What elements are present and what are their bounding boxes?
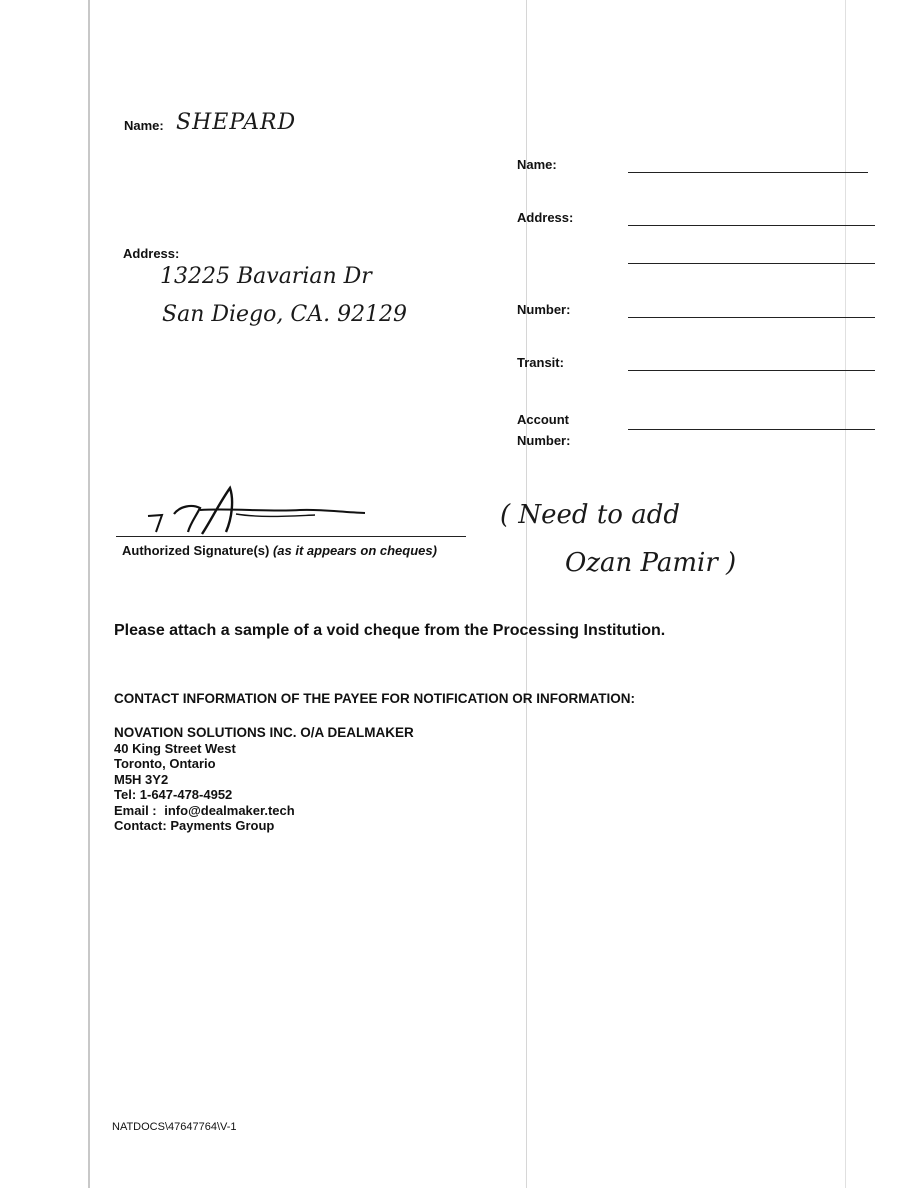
scan-line-right — [845, 0, 846, 1188]
right-number-label: Number: — [517, 302, 571, 317]
right-account-line — [628, 429, 875, 430]
contact-city: Toronto, Ontario — [114, 756, 216, 771]
right-address-label: Address: — [517, 210, 574, 225]
signature-label: Authorized Signature(s) — [122, 543, 270, 558]
address-label: Address: — [123, 246, 180, 261]
right-transit-line — [628, 370, 875, 371]
right-account-label-2: Number: — [517, 433, 571, 448]
scan-line-middle — [526, 0, 527, 1188]
handwritten-address-line2: San Diego, CA. 92129 — [162, 302, 408, 327]
contact-person: Contact: Payments Group — [114, 818, 275, 833]
right-name-line — [628, 172, 868, 173]
scan-line-left — [88, 0, 90, 1188]
contact-email-row — [114, 803, 414, 819]
right-address-line-1 — [628, 225, 875, 226]
contact-street: 40 King Street West — [114, 740, 236, 756]
signature-note: (as it appears on cheques) — [272, 543, 437, 558]
contact-company: NOVATION SOLUTIONS INC. O/A DEALMAKER — [114, 725, 414, 740]
right-number-line — [628, 317, 875, 318]
contact-tel: Tel: 1-647-478-4952 — [114, 787, 233, 802]
signature-caption — [122, 543, 437, 558]
right-address-line-2 — [628, 263, 875, 264]
handwritten-address-line1: 13225 Bavarian Dr — [160, 264, 372, 289]
signature-image — [140, 482, 400, 542]
handwritten-note-line1: ( Need to add — [500, 500, 680, 530]
document-reference: NATDOCS\47647764\V-1 — [112, 1121, 237, 1133]
handwritten-name: SHEPARD — [176, 110, 297, 135]
right-account-label-1: Account — [517, 412, 569, 427]
contact-block — [114, 725, 414, 834]
signature-line — [116, 536, 466, 537]
right-transit-label: Transit: — [517, 355, 564, 370]
contact-email-label: Email : — [114, 802, 157, 818]
void-cheque-instruction: Please attach a sample of a void cheque from the Processing Institution. — [114, 622, 666, 639]
contact-postal: M5H 3Y2 — [114, 771, 169, 787]
contact-heading: CONTACT INFORMATION OF THE PAYEE FOR NOTIFICATION OR INFORMATION: — [114, 691, 635, 706]
contact-email[interactable]: info@dealmaker.tech — [164, 802, 295, 818]
right-name-label: Name: — [517, 157, 557, 172]
handwritten-note-line2: Ozan Pamir ) — [565, 548, 737, 578]
name-label: Name: — [124, 118, 164, 133]
